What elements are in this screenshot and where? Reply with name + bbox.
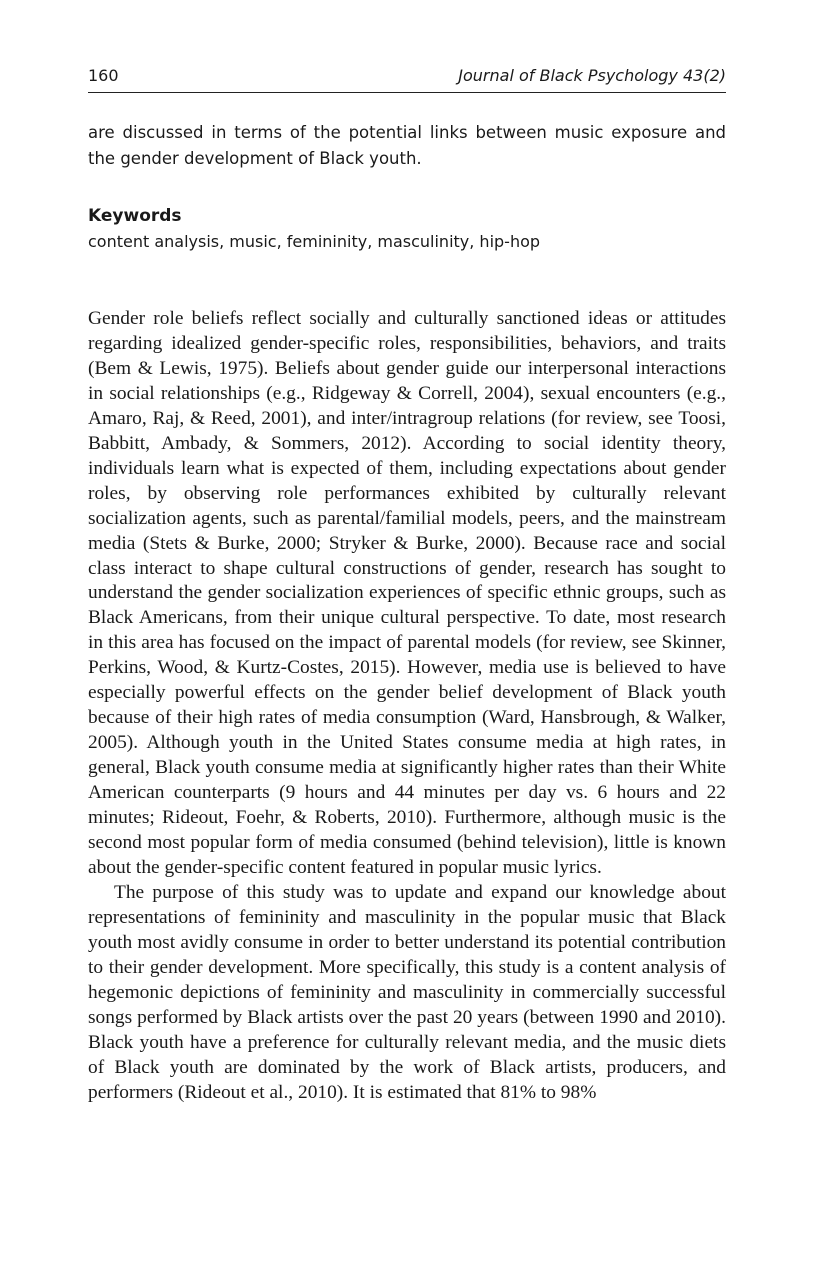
abstract-continuation: are discussed in terms of the potential links between music exposure and the gender development of Black youth. (88, 123, 726, 168)
keywords-heading: Keywords (88, 206, 182, 226)
running-head (88, 64, 726, 93)
page-number: 160 (88, 66, 119, 85)
body-text (88, 307, 726, 1106)
body-paragraph: The purpose of this study was to update and expand our knowledge about representations of femininity and masculinity in the popular music that Black youth most avidly consume in order to better understand its potential contribution to their gender development. More specifically, this study is a content analysis of hegemonic depictions of femininity and masculinity in commercially successful songs performed by Black artists over the past 20 years (between 1990 and 2010). Black youth have a preference for culturally relevant media, and the music diets of Black youth are dominated by the work of Black artists, producers, and performers (Rideout et al., 2010). It is estimated that 81% to 98% (88, 881, 726, 1103)
journal-title: Journal of Black Psychology 43(2) (458, 66, 726, 85)
body-paragraph: Gender role beliefs reflect socially and culturally sanctioned ideas or attitudes regarding idealized gender-specific roles, responsibilities, behaviors, and traits (Bem & Lewis, 1975). Beliefs about gender guide our interpersonal interactions in social relationships (e.g., Ridgeway & Correll, 2004), sexual encounters (e.g., Amaro, Raj, & Reed, 2001), and inter/intragroup relations (for review, see Toosi, Babbitt, Ambady, & Sommers, 2012). According to social identity theory, individuals learn what is expected of them, including expectations about gender roles, by observing role performances exhibited by culturally relevant socialization agents, such as parental/familial models, peers, and the mainstream media (Stets & Burke, 2000; Stryker & Burke, 2000). Because race and social class interact to shape cultural constructions of gender, research has sought to understand the gender socialization experiences of specific ethnic groups, such as Black Americans, from their unique cultural perspective. To date, most research in this area has focused on the impact of parental models (for review, see Skinner, Perkins, Wood, & Kurtz-Costes, 2015). However, media use is believed to have especially powerful effects on the gender belief development of Black youth because of their high rates of media consumption (Ward, Hansbrough, & Walker, 2005). Although youth in the United States consume media at high rates, in general, Black youth consume media at significantly higher rates than their White American counterparts (9 hours and 44 minutes per day vs. 6 hours and 22 minutes; Rideout, Foehr, & Roberts, 2010). Furthermore, although music is the second most popular form of media consumed (behind television), little is known about the gender-specific content featured in popular music lyrics. (88, 308, 726, 878)
keywords-list: content analysis, music, femininity, masculinity, hip-hop (88, 232, 541, 251)
